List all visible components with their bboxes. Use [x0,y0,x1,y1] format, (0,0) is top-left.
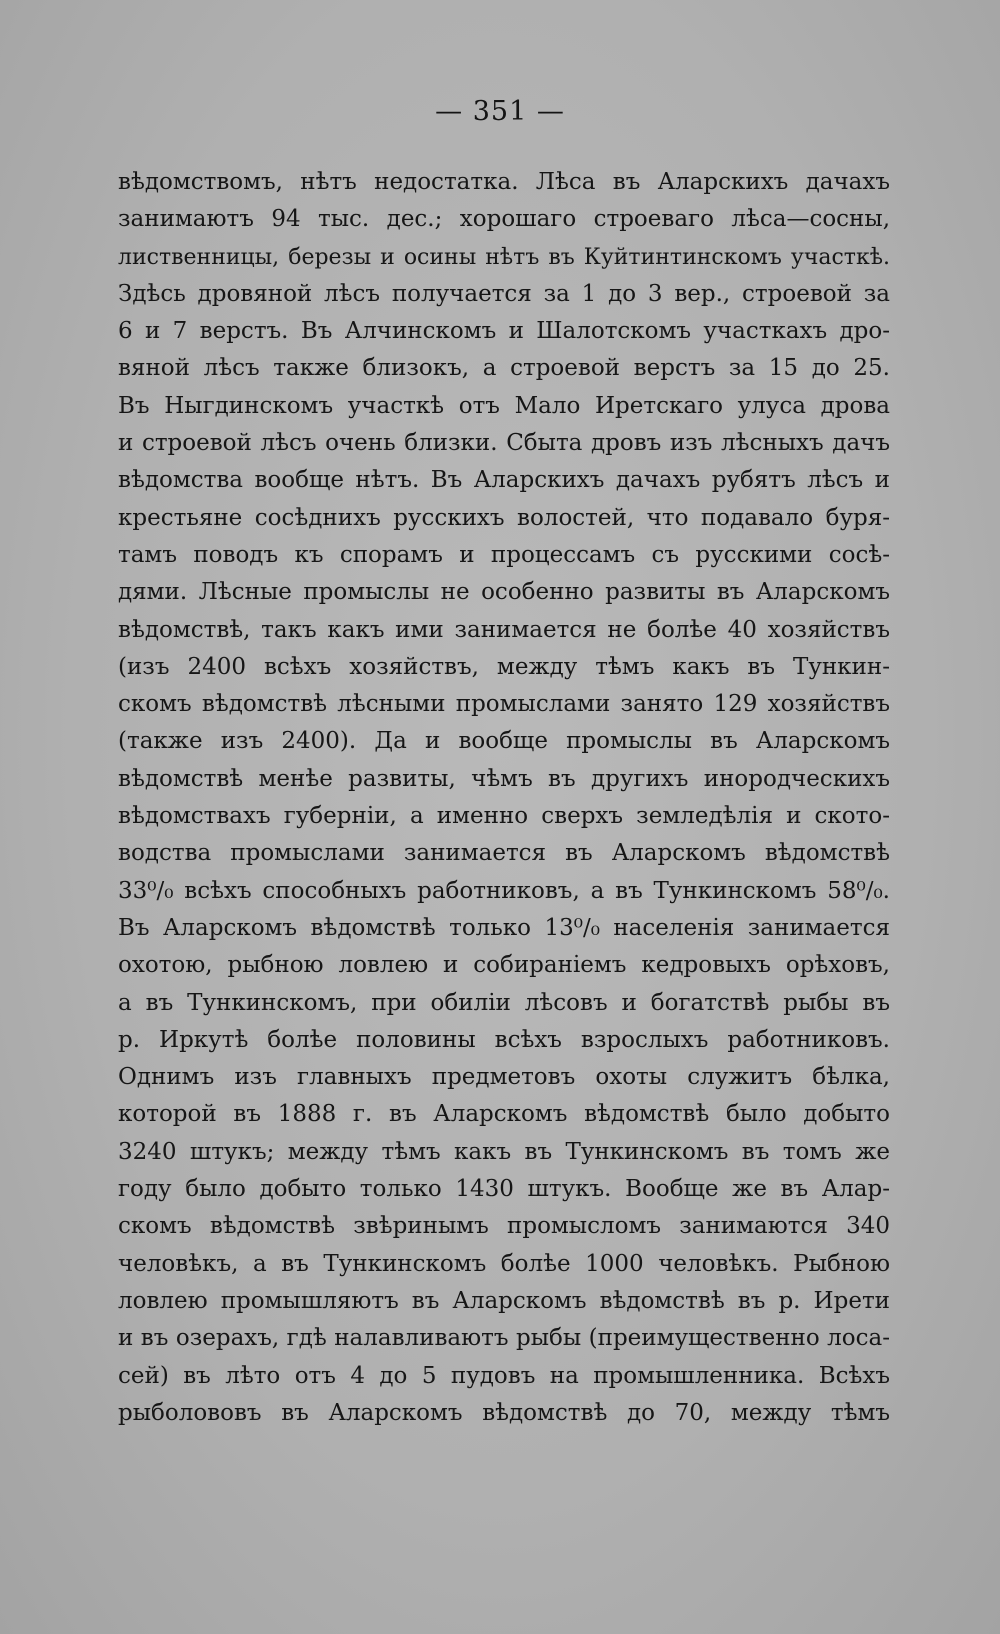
text-line: (изъ 2400 всѣхъ хозяйствъ, между тѣмъ какъ въ Тункин- [118,653,890,680]
text-line: и въ озерахъ, гдѣ налавливаютъ рыбы (преимущественно лоса- [118,1325,890,1352]
text-line: скомъ вѣдомствѣ звѣринымъ промысломъ занимаются 340 [118,1213,890,1240]
text-line: лиственницы, березы и осины нѣтъ въ Куйтинтинскомъ участкѣ. [118,244,890,270]
text-line: крестьяне сосѣднихъ русскихъ волостей, что подавало буря- [118,504,890,531]
text-line: 33⁰/₀ всѣхъ способныхъ работниковъ, а въ Тункинскомъ 58⁰/₀. [118,877,890,904]
body-text [118,164,890,1432]
text-line: человѣкъ, а въ Тункинскомъ болѣе 1000 человѣкъ. Рыбною [118,1250,890,1277]
text-line: вѣдомствѣ менѣе развиты, чѣмъ въ другихъ инородческихъ [118,765,890,792]
page-number: — 351 — [435,96,565,127]
text-line: р. Иркутѣ болѣе половины всѣхъ взрослыхъ работниковъ. [118,1026,890,1053]
text-line: а въ Тункинскомъ, при обиліи лѣсовъ и богатствѣ рыбы въ [118,989,890,1016]
text-line: вѣдомства вообще нѣтъ. Въ Аларскихъ дачахъ рубятъ лѣсъ и [118,467,890,494]
text-line: 3240 штукъ; между тѣмъ какъ въ Тункинскомъ въ томъ же [118,1138,890,1165]
text-line: и строевой лѣсъ очень близки. Сбыта дровъ изъ лѣсныхъ дачъ [118,430,890,457]
text-line: занимаютъ 94 тыс. дес.; хорошаго строеваго лѣса—сосны, [118,206,890,233]
text-line: (также изъ 2400). Да и вообще промыслы въ Аларскомъ [118,728,890,755]
text-line: скомъ вѣдомствѣ лѣсными промыслами занято 129 хозяйствъ [118,691,890,718]
text-line: 6 и 7 верстъ. Въ Алчинскомъ и Шалотскомъ участкахъ дро- [118,318,890,345]
text-line: дями. Лѣсные промыслы не особенно развиты въ Аларскомъ [118,579,890,606]
text-line: охотою, рыбною ловлею и собираніемъ кедровыхъ орѣховъ, [118,952,890,979]
text-line: Въ Аларскомъ вѣдомствѣ только 13⁰/₀ населенія занимается [118,914,890,941]
text-line: вѣдомствѣ, такъ какъ ими занимается не болѣе 40 хозяйствъ [118,616,890,643]
text-line: вяной лѣсъ также близокъ, а строевой верстъ за 15 до 25. [118,355,890,382]
text-line: водства промыслами занимается въ Аларскомъ вѣдомствѣ [118,840,890,867]
text-line: году было добыто только 1430 штукъ. Вообще же въ Алар- [118,1176,890,1203]
text-line: Въ Ныгдинскомъ участкѣ отъ Мало Иретскаго улуса дрова [118,392,890,419]
text-line: Здѣсь дровяной лѣсъ получается за 1 до 3 вер., строевой за [118,280,890,307]
text-line: которой въ 1888 г. въ Аларскомъ вѣдомствѣ было добыто [118,1101,890,1128]
text-line: сей) въ лѣто отъ 4 до 5 пудовъ на промышленника. Всѣхъ [118,1362,890,1389]
text-line: ловлею промышляютъ въ Аларскомъ вѣдомствѣ въ р. Ирети [118,1287,890,1314]
text-line: Однимъ изъ главныхъ предметовъ охоты служитъ бѣлка, [118,1064,890,1091]
text-line: рыболововъ въ Аларскомъ вѣдомствѣ до 70, между тѣмъ [118,1399,890,1426]
text-line: вѣдомствахъ губерніи, а именно сверхъ земледѣлія и ското- [118,803,890,830]
text-line: вѣдомствомъ, нѣтъ недостатка. Лѣса въ Аларскихъ дачахъ [118,169,890,195]
text-line: тамъ поводъ къ спорамъ и процессамъ съ русскими сосѣ- [118,541,890,568]
